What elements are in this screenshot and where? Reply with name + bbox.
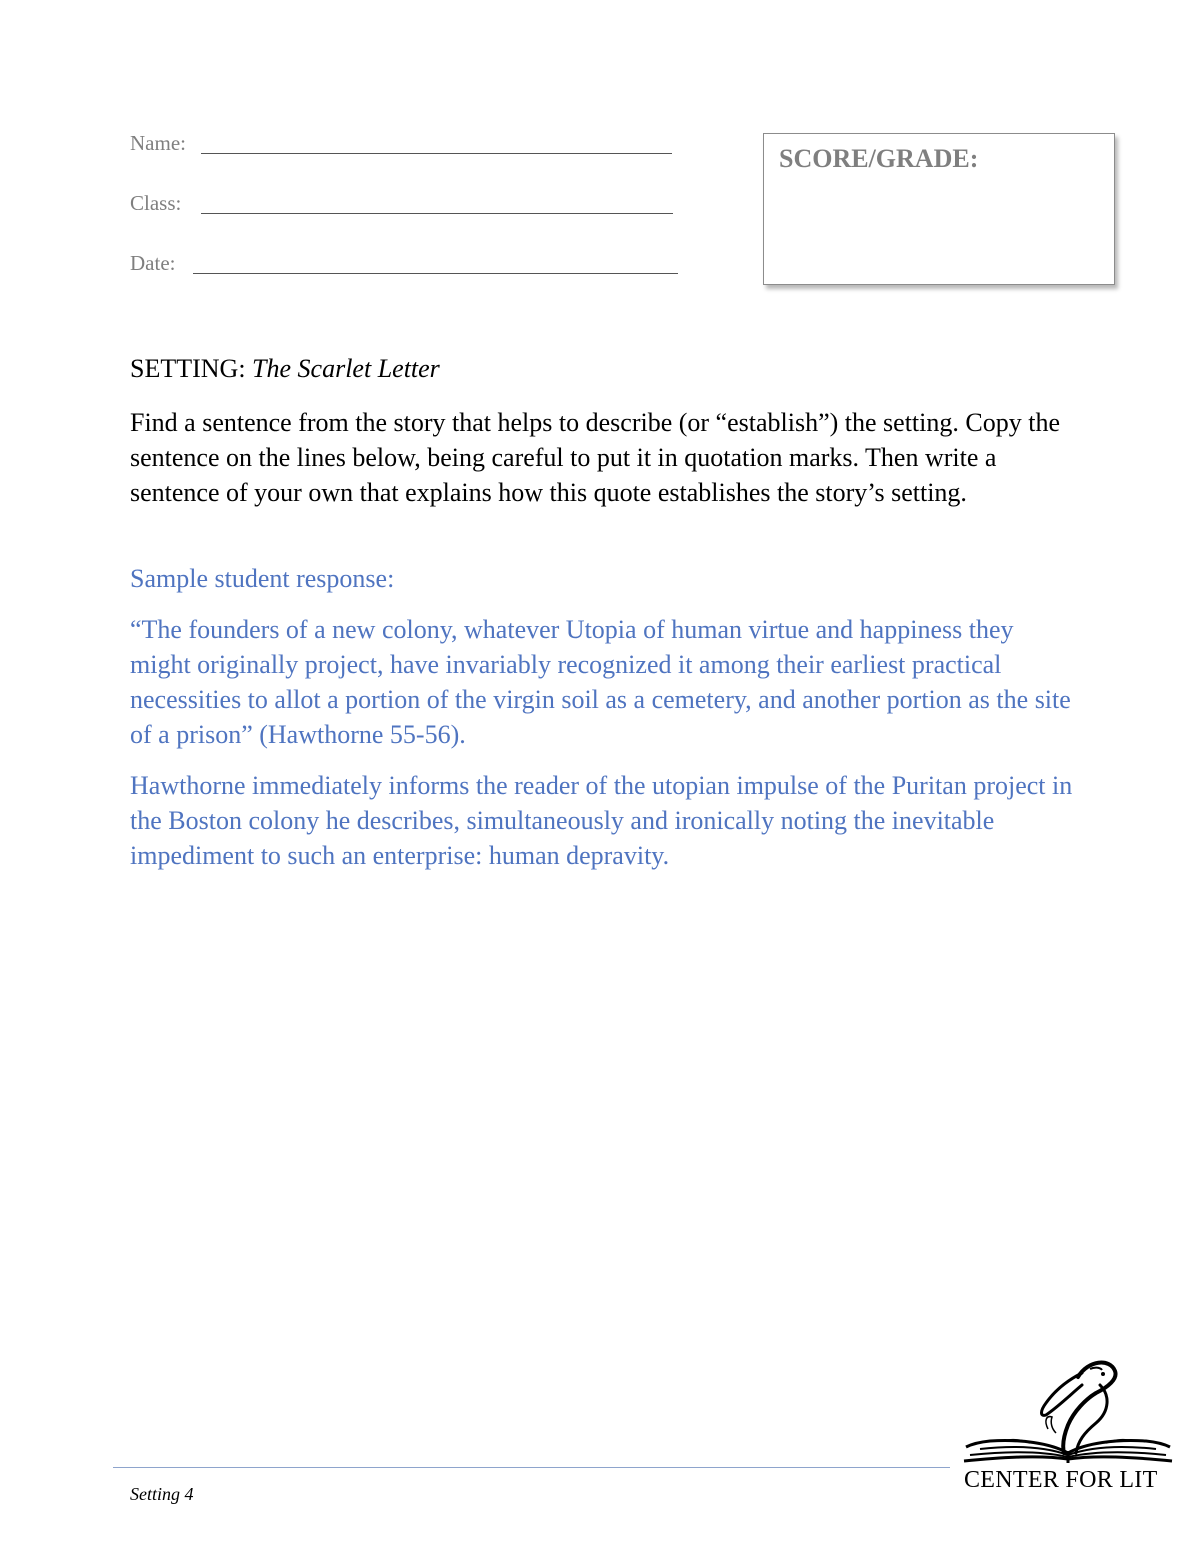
class-line[interactable]: [201, 213, 673, 214]
book-title: The Scarlet Letter: [252, 354, 440, 383]
sample-response-label: Sample student response:: [130, 564, 395, 593]
score-grade-box: [763, 133, 1115, 285]
sample-quote: “The founders of a new colony, whatever Utopia of human virtue and happiness they might originally project, have invariably recognized it among their earliest practical necessities to allot a portion of the virgin soil as a cemetery, and another portion as the site of a prison” (Hawthorne 55-56).: [130, 615, 1071, 749]
footer-divider: [113, 1467, 950, 1468]
date-line[interactable]: [193, 273, 678, 274]
score-grade-label: SCORE/GRADE:: [779, 144, 979, 173]
footer-page-label: Setting 4: [130, 1484, 194, 1504]
class-label: Class:: [130, 191, 182, 215]
sample-explanation: Hawthorne immediately informs the reader of the utopian impulse of the Puritan project in the Boston colony he describes, simultaneously and ironically noting the inevitable impediment to such an enterprise: human depravity.: [130, 771, 1073, 870]
name-label: Name:: [130, 131, 186, 155]
instructions: Find a sentence from the story that helps to describe (or “establish”) the setting. Copy the sentence on the lines below, being careful to put it in quotation marks. Then write a sentence of your own that explains how this quote establishes the story’s setting.: [130, 408, 1060, 507]
logo-text: CENTER FOR LIT: [964, 1467, 1158, 1493]
setting-heading: [130, 354, 440, 384]
center-for-lit-logo: [960, 1355, 1175, 1500]
date-label: Date:: [130, 251, 176, 275]
pelican-book-icon: [960, 1355, 1175, 1467]
name-line[interactable]: [201, 153, 672, 154]
setting-prefix: SETTING:: [130, 354, 253, 383]
